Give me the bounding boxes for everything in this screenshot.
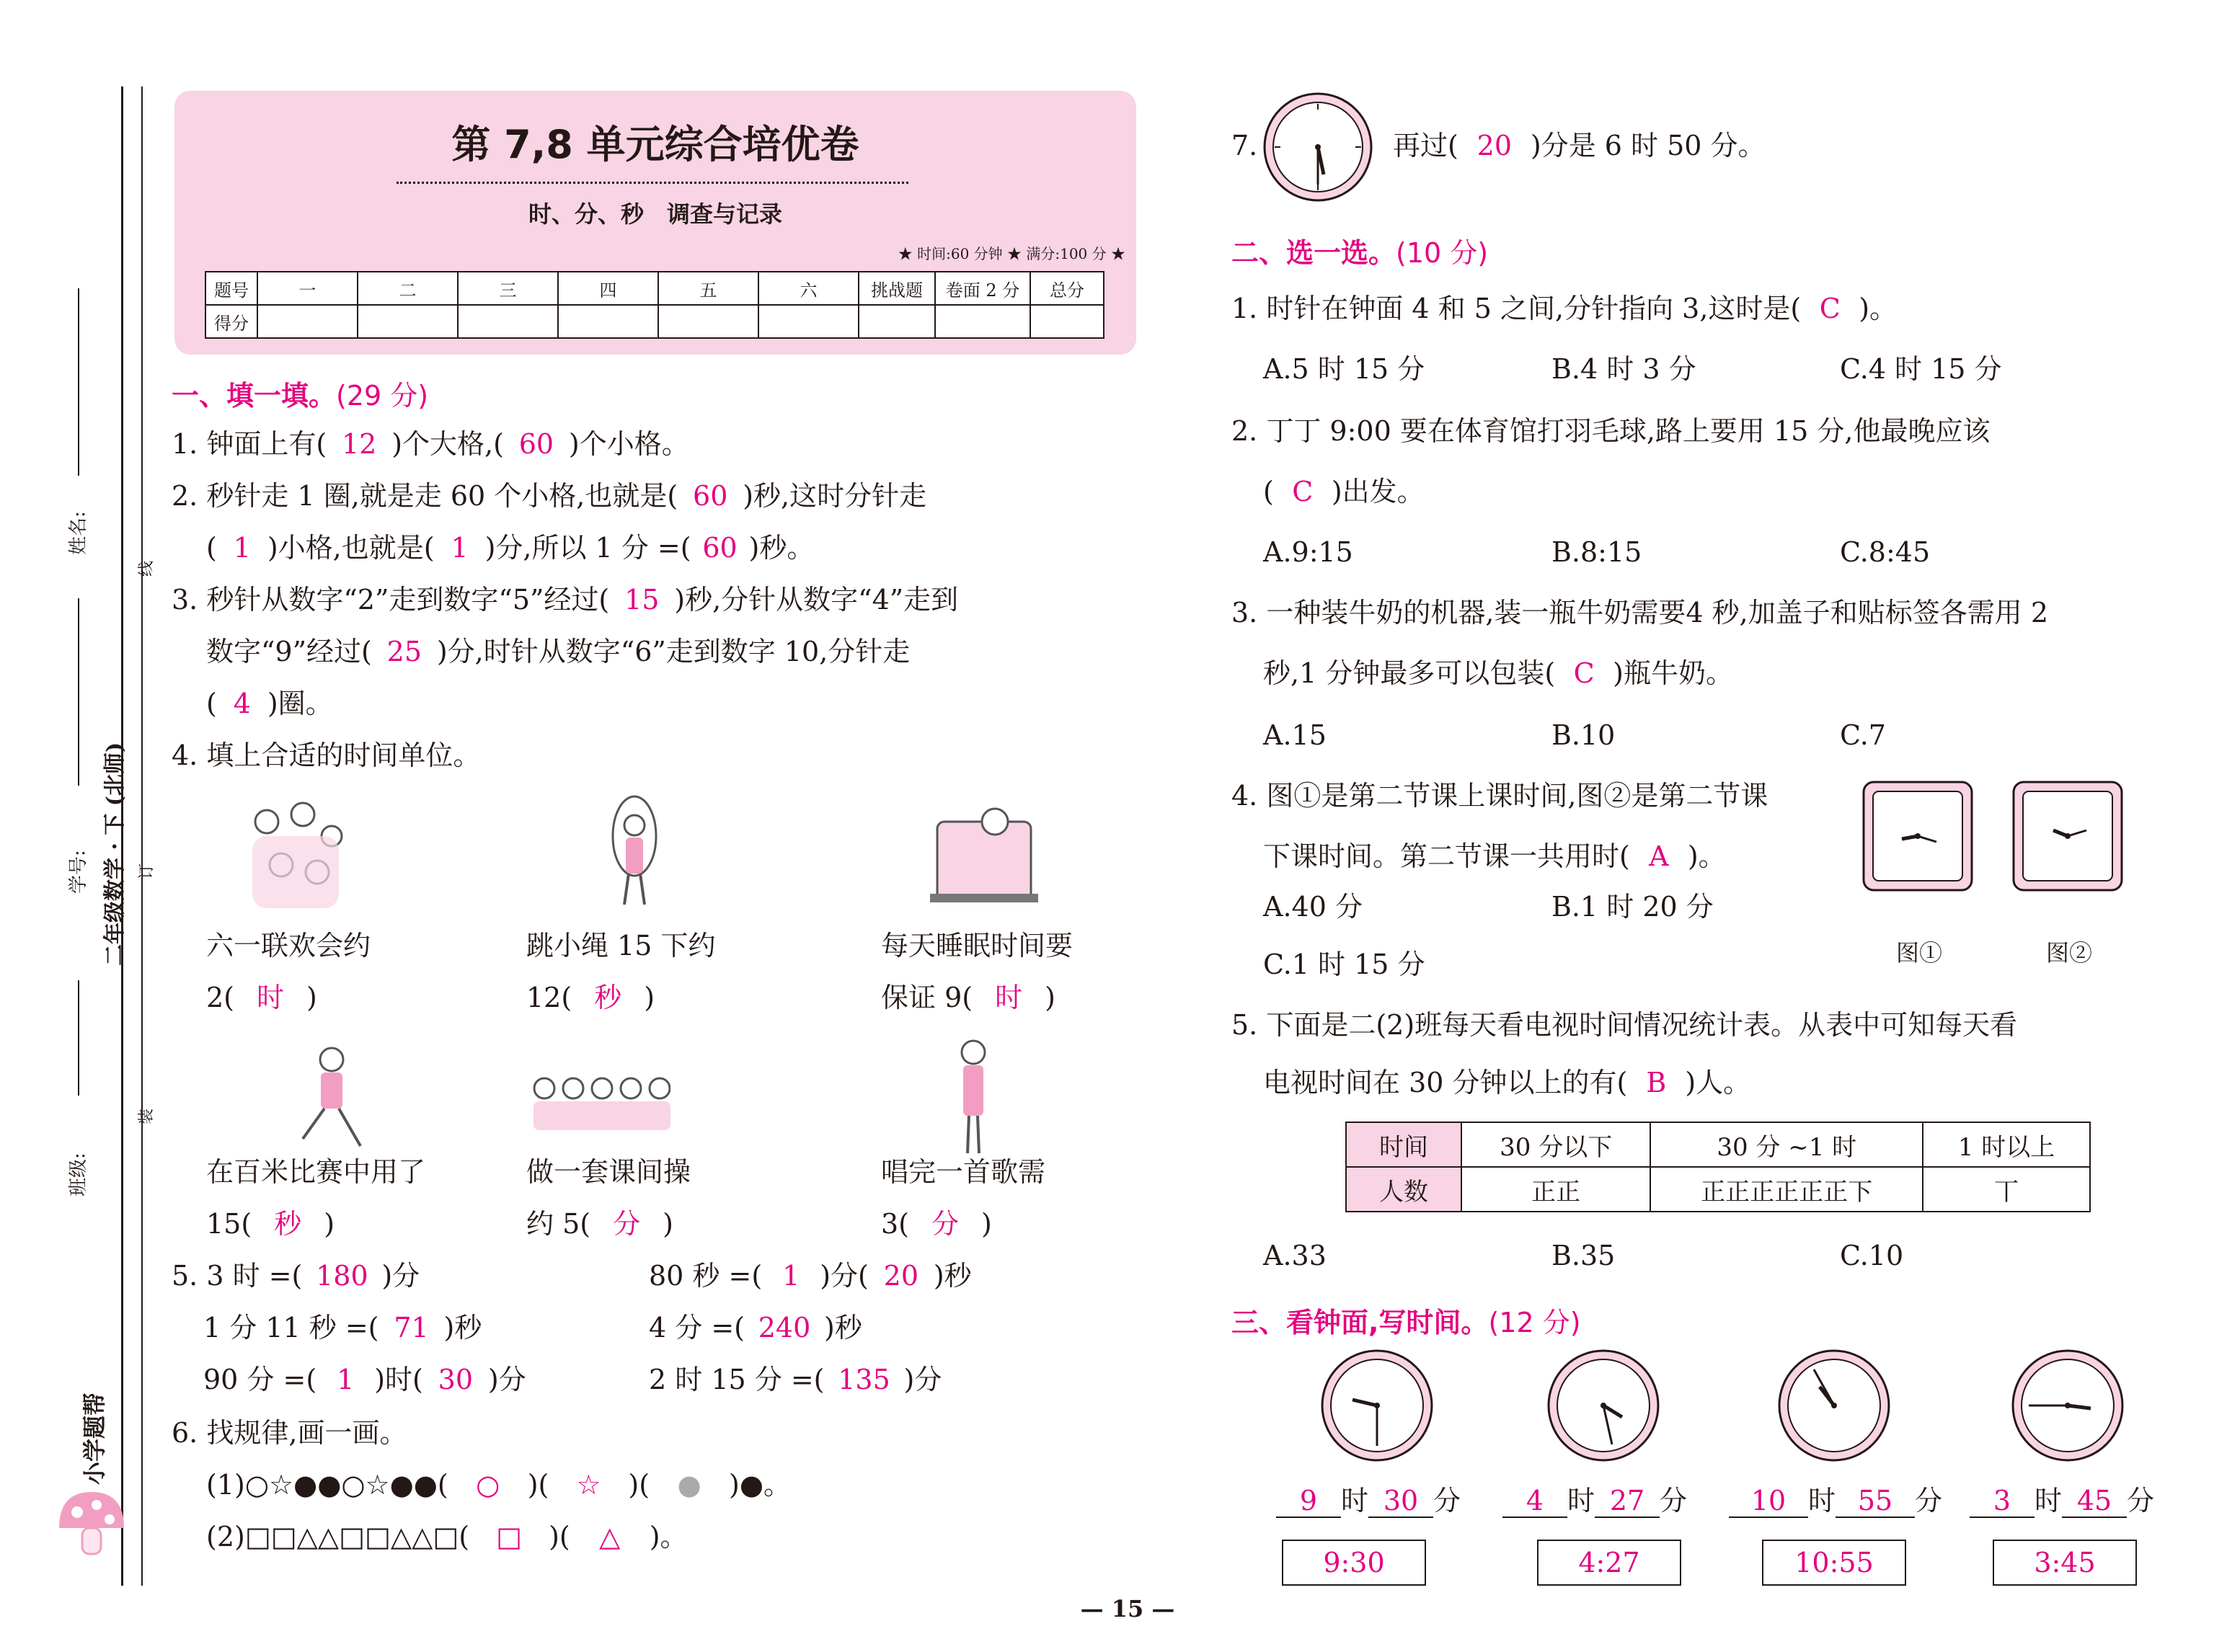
party-illustration [238, 793, 353, 915]
clock-answer-line [1276, 1485, 1461, 1518]
answer: 1 [337, 1364, 355, 1395]
hour-unit: 时 [1808, 1485, 1836, 1516]
clock-answer-line [1502, 1485, 1687, 1518]
q4-item-4-answer [206, 1208, 335, 1240]
c1-opt-b: B.4 时 3 分 [1551, 353, 1696, 385]
tv-table-cell: 丅 [1923, 1167, 2090, 1212]
q-text: )分 [487, 1364, 526, 1395]
q-text: 秒针从数字“2”走到数字“5”经过( [206, 584, 610, 616]
tv-table-cell: 正正正正正正下 [1650, 1167, 1923, 1212]
q5-r3b [649, 1364, 942, 1395]
q-num: 5. [172, 1260, 198, 1292]
q-text: )秒 [443, 1312, 482, 1344]
q-text: )分是 6 时 50 分。 [1530, 130, 1766, 161]
section3-header [1231, 1300, 1581, 1340]
answer: 分 [613, 1208, 641, 1240]
q-text: )( [549, 1521, 570, 1553]
q-text: 找规律,画一画。 [206, 1417, 407, 1449]
answer: 20 [1476, 130, 1512, 161]
q-text: ) [1045, 982, 1055, 1013]
q-text: ) [663, 1208, 673, 1240]
section1-points: (29 分) [336, 380, 429, 412]
answer: 180 [316, 1260, 368, 1292]
score-cell: 五 [658, 272, 758, 305]
score-cell: 题号 [205, 272, 257, 305]
q3-line3 [206, 688, 333, 719]
section3-title: 三、看钟面,写时间。 [1231, 1307, 1489, 1338]
round-clock [1546, 1348, 1661, 1463]
q-text: )出发。 [1331, 476, 1425, 507]
section1-header [172, 373, 428, 413]
q-text: )。 [649, 1521, 688, 1553]
q-text: )秒,这时分针走 [743, 480, 927, 512]
answer: □ [496, 1521, 523, 1553]
c3-line2 [1263, 657, 1733, 689]
q-text: )分,时针从数字“6”走到数字 10,分针走 [436, 636, 911, 667]
q5-r2a [203, 1312, 482, 1344]
q-text: ( [206, 532, 217, 564]
q-text: )圈。 [267, 688, 333, 719]
q4-item-3-answer [881, 982, 1055, 1013]
answer: 135 [838, 1364, 890, 1395]
score-cell: 四 [558, 272, 658, 305]
q-text: )秒 [824, 1312, 862, 1344]
answer: A [1649, 840, 1669, 872]
round-clock [1319, 1348, 1435, 1463]
hour-unit: 时 [2035, 1485, 2063, 1516]
singing-illustration [944, 1031, 1002, 1160]
line-char-zhuang: 装 [138, 1108, 156, 1124]
tv-table-head [1346, 1122, 2090, 1167]
answer: C [1819, 293, 1841, 324]
sleeping-illustration [923, 793, 1045, 915]
q2-line2 [206, 532, 814, 564]
score-input[interactable] [257, 305, 358, 338]
answer: ○ [476, 1469, 500, 1501]
digital-time-box: 4:27 [1537, 1540, 1681, 1586]
section2-points: (10 分) [1396, 237, 1489, 269]
q4-item-2 [526, 930, 716, 962]
q-text: 3( [881, 1208, 910, 1240]
minute-answer: 55 [1836, 1485, 1915, 1518]
score-input[interactable] [1030, 305, 1104, 338]
section2-header [1231, 231, 1488, 270]
answer: 时 [995, 982, 1023, 1013]
q-text: )秒。 [748, 532, 815, 564]
clock-answer-line [1729, 1485, 1942, 1518]
q-text: 3 时 =( [206, 1260, 303, 1292]
score-row-label: 得分 [205, 305, 257, 338]
q-text: )( [527, 1469, 549, 1501]
q-text: )分( [820, 1260, 869, 1292]
clock-item-4 [1970, 1348, 2186, 1586]
tv-table-cell: 30 分以下 [1461, 1122, 1650, 1167]
pattern-sequence: □□△△□□△△□( [244, 1521, 470, 1553]
q-text: ( [206, 688, 217, 719]
tv-time-table [1345, 1122, 2091, 1212]
q7-text [1393, 130, 1766, 161]
hour-answer: 3 [1970, 1485, 2035, 1518]
c2-opt-c: C.8:45 [1840, 536, 1931, 568]
q-text: )( [628, 1469, 650, 1501]
tv-table-cell: 30 分 ~1 时 [1650, 1122, 1923, 1167]
q-text: 15( [206, 1208, 252, 1240]
answer: 15 [624, 584, 660, 616]
margin-line-2 [141, 86, 143, 1586]
q4-item-6 [881, 1156, 1045, 1188]
score-input[interactable] [859, 305, 935, 338]
answer: 240 [758, 1312, 811, 1344]
c2-opt-a: A.9:15 [1263, 536, 1353, 568]
answer: 1 [233, 532, 251, 564]
c4-line2 [1263, 840, 1726, 872]
q4-item-6-answer [881, 1208, 992, 1240]
q-text: ) [644, 982, 655, 1013]
q3-line1 [172, 584, 958, 616]
line-char-xian: 线 [138, 560, 156, 577]
sprint-illustration [288, 1038, 375, 1160]
q-text: 1. 时针在钟面 4 和 5 之间,分针指向 3,这时是( [1231, 293, 1802, 324]
c5-opt-b: B.35 [1551, 1240, 1616, 1271]
q-text: )瓶牛奶。 [1613, 657, 1733, 689]
q-text: )●。 [729, 1469, 792, 1501]
q-text: 六一联欢会约 [206, 930, 371, 962]
c3-opt-a: A.15 [1263, 719, 1327, 751]
q4-item-3 [881, 930, 1073, 962]
c1-opt-a: A.5 时 15 分 [1263, 353, 1425, 385]
q-text: 2( [206, 982, 235, 1013]
clock-item-3 [1729, 1348, 1945, 1586]
q3-line2 [206, 636, 910, 667]
class-label: 班级: [68, 1153, 89, 1196]
q-text: 做一套课间操 [526, 1156, 691, 1188]
q-num: 1. [172, 428, 198, 460]
q4-item-2-answer [526, 982, 655, 1013]
minute-answer: 45 [2062, 1485, 2127, 1518]
c4-opt-c: C.1 时 15 分 [1263, 949, 1425, 980]
page-subtitle: 时、分、秒 调查与记录 [528, 200, 782, 228]
q-num: 3. [172, 584, 198, 616]
q-text: 秒针走 1 圈,就是走 60 个小格,也就是( [206, 480, 678, 512]
id-label: 学号: [68, 850, 89, 894]
q5-r1b [649, 1260, 972, 1292]
id-blank-line [78, 598, 79, 786]
q-text: 钟面上有( [206, 428, 327, 460]
score-input[interactable] [758, 305, 859, 338]
q-text: 再过( [1393, 130, 1458, 161]
q-text: 12( [526, 982, 572, 1013]
q6-p2 [206, 1521, 688, 1553]
answer: ● [677, 1469, 701, 1501]
name-label: 姓名: [68, 511, 89, 555]
answer: 30 [438, 1364, 474, 1395]
q-text: 唱完一首歌需 [881, 1156, 1046, 1188]
q-text: ) [981, 1208, 992, 1240]
c3-line1: 3. 一种装牛奶的机器,装一瓶牛奶需要4 秒,加盖子和贴标签各需用 2 [1231, 597, 2049, 629]
c3-opt-b: B.10 [1551, 719, 1616, 751]
score-input[interactable] [935, 305, 1030, 338]
q-text: )人。 [1685, 1067, 1751, 1098]
score-cell: 六 [758, 272, 859, 305]
digital-time-box: 3:45 [1993, 1540, 2137, 1586]
tv-table-cell: 人数 [1346, 1167, 1461, 1212]
q4-item-1-answer [206, 982, 317, 1013]
answer: B [1646, 1067, 1667, 1098]
exercise-illustration [526, 1067, 670, 1146]
q1 [172, 428, 689, 460]
score-input[interactable] [358, 305, 458, 338]
answer: 60 [693, 480, 728, 512]
c5-opt-c: C.10 [1840, 1240, 1904, 1271]
answer: 秒 [274, 1208, 302, 1240]
section2-title: 二、选一选。 [1231, 237, 1396, 269]
score-cell: 三 [458, 272, 558, 305]
q-num: 6. [172, 1417, 198, 1449]
q4-item-5-answer [526, 1208, 673, 1240]
pattern-sequence: ○☆●●○☆●●( [244, 1469, 448, 1501]
mushroom-logo [52, 1485, 131, 1564]
q-text: )分 [381, 1260, 420, 1292]
c4-opt-a: A.40 分 [1263, 891, 1363, 923]
answer: ☆ [576, 1469, 601, 1501]
q-text: ) [306, 982, 317, 1013]
c1-opt-c: C.4 时 15 分 [1840, 353, 2002, 385]
minute-unit: 分 [1915, 1485, 1943, 1516]
page-number: — 15 — [1080, 1595, 1175, 1622]
q2-line1 [172, 480, 926, 512]
answer: 1 [782, 1260, 800, 1292]
answer: 71 [394, 1312, 429, 1344]
q-text: )小格,也就是( [267, 532, 435, 564]
score-table-row [205, 305, 1104, 338]
figure2-caption: 图② [2046, 939, 2093, 967]
hour-unit: 时 [1567, 1485, 1595, 1516]
q-text: )分 [903, 1364, 942, 1395]
score-table-head [205, 272, 1104, 305]
c4-line1: 4. 图①是第二节课上课时间,图②是第二节课 [1231, 780, 1768, 812]
q-text: )个大格,( [391, 428, 504, 460]
book-label: 二年级数学 · 下 (北师) [102, 742, 128, 966]
q-text: )秒 [933, 1260, 972, 1292]
c1 [1231, 293, 1897, 324]
q-text: ( [1263, 476, 1274, 507]
q-text: )。 [1687, 840, 1726, 872]
c4-opt-b: B.1 时 20 分 [1551, 891, 1714, 923]
score-table [205, 271, 1104, 339]
q-text: 填上合适的时间单位。 [206, 740, 481, 771]
score-cell: 总分 [1030, 272, 1104, 305]
hour-answer: 10 [1729, 1485, 1808, 1518]
figure1-square-clock [1861, 780, 1974, 892]
q4-item-5 [526, 1156, 691, 1188]
minute-answer: 27 [1595, 1485, 1660, 1518]
q-text: )时( [374, 1364, 423, 1395]
hour-answer: 9 [1276, 1485, 1341, 1518]
line-char-ding: 订 [138, 863, 156, 879]
page-title: 第 7,8 单元综合培优卷 [451, 122, 859, 167]
section1-title: 一、填一填。 [172, 380, 337, 412]
answer: 25 [386, 636, 422, 667]
minute-unit: 分 [1433, 1485, 1461, 1516]
q4-item-1 [206, 930, 371, 962]
clock-item-2 [1502, 1348, 1719, 1586]
round-clock [1776, 1348, 1892, 1463]
q-num: 2. [172, 480, 198, 512]
answer: 时 [257, 982, 285, 1013]
q-text: 每天睡眠时间要 [881, 930, 1073, 962]
q7-num: 7. [1231, 130, 1258, 161]
jump-rope-illustration [598, 793, 670, 915]
tv-table-cell: 正正 [1461, 1167, 1650, 1212]
score-cell: 卷面 2 分 [935, 272, 1030, 305]
q-text: 90 分 =( [203, 1364, 317, 1395]
minute-unit: 分 [1660, 1485, 1688, 1516]
score-cell: 二 [358, 272, 458, 305]
c5-line1: 5. 下面是二(2)班每天看电视时间情况统计表。从表中可知每天看 [1231, 1009, 2018, 1041]
answer: C [1292, 476, 1314, 507]
c2-line1: 2. 丁丁 9:00 要在体育馆打羽毛球,路上要用 15 分,他最晚应该 [1231, 415, 1991, 447]
brand-label: 小学题帮 [81, 1392, 108, 1485]
q-text: 秒,1 分钟最多可以包装( [1263, 657, 1556, 689]
hour-unit: 时 [1341, 1485, 1369, 1516]
q-text: 1 分 11 秒 =( [203, 1312, 379, 1344]
q-text: 4 分 =( [649, 1312, 745, 1344]
digital-time-box: 10:55 [1762, 1540, 1906, 1586]
q-text: 电视时间在 30 分钟以上的有( [1263, 1067, 1628, 1098]
answer: △ [599, 1521, 621, 1553]
c2-line2 [1263, 476, 1425, 507]
digital-time-box: 9:30 [1282, 1540, 1426, 1586]
clock-answer-line [1970, 1485, 2154, 1518]
score-input[interactable] [458, 305, 558, 338]
tv-table-cell: 1 时以上 [1923, 1122, 2090, 1167]
q-text: 保证 9( [881, 982, 973, 1013]
answer: 20 [883, 1260, 919, 1292]
answer: C [1573, 657, 1595, 689]
answer: 60 [702, 532, 738, 564]
q5-r1a [172, 1260, 420, 1292]
minute-answer: 30 [1368, 1485, 1433, 1518]
q-num: 4. [172, 740, 198, 771]
q5-r2b [649, 1312, 862, 1344]
c3-opt-c: C.7 [1840, 719, 1886, 751]
q-text: 下课时间。第二节课一共用时( [1263, 840, 1630, 872]
name-blank-line [78, 288, 79, 476]
q-text: 80 秒 =( [649, 1260, 763, 1292]
q-text: 跳小绳 15 下约 [526, 930, 716, 962]
answer: 4 [233, 688, 251, 719]
q7-clock [1260, 89, 1376, 205]
q-text: )个小格。 [568, 428, 689, 460]
answer: 秒 [594, 982, 622, 1013]
minute-unit: 分 [2127, 1485, 2155, 1516]
q5-r3a [203, 1364, 526, 1395]
answer: 60 [518, 428, 554, 460]
q6-p1 [206, 1469, 791, 1501]
q4-item-4 [206, 1156, 425, 1188]
score-input[interactable] [658, 305, 758, 338]
exam-meta: ★ 时间:60 分钟 ★ 满分:100 分 ★ [898, 245, 1125, 262]
score-input[interactable] [558, 305, 658, 338]
q-label: (2) [206, 1521, 245, 1553]
title-divider [397, 182, 908, 184]
class-blank-line [78, 980, 79, 1096]
score-cell: 一 [257, 272, 358, 305]
q-label: (1) [206, 1469, 245, 1501]
q-text: 数字“9”经过( [206, 636, 372, 667]
answer: 分 [931, 1208, 960, 1240]
q4 [172, 740, 480, 771]
round-clock [2010, 1348, 2125, 1463]
q-text: )秒,分针从数字“4”走到 [674, 584, 959, 616]
tv-table-cell: 时间 [1346, 1122, 1461, 1167]
q-text: 约 5( [526, 1208, 591, 1240]
clock-item-1 [1276, 1348, 1492, 1586]
answer: 12 [342, 428, 377, 460]
q-text: 在百米比赛中用了 [206, 1156, 426, 1188]
q-text: )。 [1859, 293, 1898, 324]
answer: 1 [451, 532, 469, 564]
q6 [172, 1417, 407, 1449]
section3-points: (12 分) [1488, 1307, 1581, 1338]
q-text: ) [324, 1208, 335, 1240]
figure2-square-clock [2011, 780, 2124, 892]
c5-line2 [1263, 1067, 1750, 1098]
c5-opt-a: A.33 [1263, 1240, 1327, 1271]
figure1-caption: 图① [1896, 939, 1943, 967]
q-text: )分,所以 1 分 =( [484, 532, 691, 564]
tv-table-row [1346, 1167, 2090, 1212]
q-text: 2 时 15 分 =( [649, 1364, 825, 1395]
c2-opt-b: B.8:15 [1551, 536, 1642, 568]
score-cell: 挑战题 [859, 272, 935, 305]
hour-answer: 4 [1502, 1485, 1567, 1518]
